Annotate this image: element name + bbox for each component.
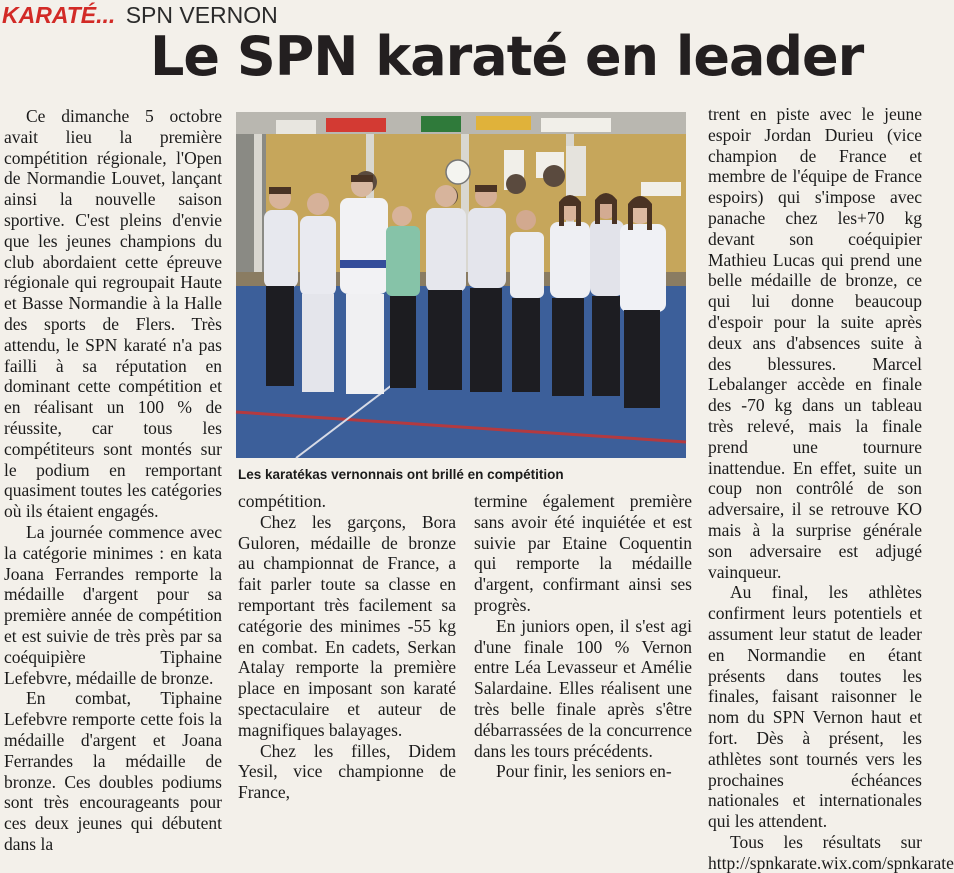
paragraph: La journée commence avec la catégorie minimes : en kata Joana Ferrandes remporte la médaille d'argent pour sa première année de compétition et est suivie de très près par sa coéquipière Tiphaine Lefebvre, médaille de bronze. [4,521,222,688]
paragraph: En combat, Tiphaine Lefebvre remporte cette fois la médaille d'argent et Joana Ferrandes la médaille de bronze. Ces doubles podiums sont très encourageants pour ces deux jeunes qui débutent dans la [4,688,222,854]
paragraph: Chez les filles, Didem Yesil, vice championne de France, [238,740,456,803]
paragraph: trent en piste avec le jeune espoir Jordan Durieu (vice champion de France et membre de l'équipe de France espoirs) qui s'impose avec panache chez les+70 kg devant son coéquipier Mathieu Lucas qui prend une belle médaille de bronze, ce qui lui donne beaucoup d'espoir pour la suite après deux ans d'absences suite à des blessures. Marcel Lebalanger accède en finale des -70 kg dans un tableau très relevé, mais la finale prend une tournure inattendue. En effet, suite un coup non contrôlé de son adversaire, il se retrouve KO mais à la surprise générale son adversaire est adjugé vainqueur. [708,104,922,582]
team-photo-illustration [236,112,686,458]
article-column-4 [708,104,954,873]
team-photo [236,112,686,458]
banner [276,120,316,134]
paragraph: En juniors open, il s'est agi d'une finale 100 % Vernon entre Léa Levasseur et Amélie Salardaine. Elles réalisent une très belle finale après s'être débarrassées de la concurrence dans les tours précédents. [474,615,692,761]
paragraph: compétition. [238,491,326,511]
paragraph: Pour finir, les seniors en- [496,761,672,782]
banner [476,116,531,130]
photo-caption: Les karatékas vernonnais ont brillé en compétition [238,467,564,482]
wall-clock [446,160,470,184]
article-column-3 [474,491,692,782]
banner [541,118,611,132]
article-column-2 [238,491,456,803]
paragraph: Chez les garçons, Bora Guloren, médaille de bronze au championnat de France, a fait parler toute sa classe en remportant très facilement sa catégorie des minimes -55 kg en combat. En cadets, Serkan Atalay remporte la première place en imposant son karaté spectaculaire et auteur de magnifiques balayages. [238,511,456,740]
results-link: Tous les résultats sur http://spnkarate.wix.com/spnkarate [708,831,954,873]
paragraph: Ce dimanche 5 octobre avait lieu la première compétition régionale, l'Open de Normandie Louvet, lançant ainsi la nouvelle saison sportive. C'est pleins d'envie que les jeunes champions du club abordaient cette épreuve régionale qui regroupait Haute et Basse Normandie à la Halle des sports de Flers. Très attendu, le SPN karaté n'a pas failli à sa réputation en dominant cette compétition et en réalisant un 100 % de réussite, car tous les compétiteurs sont montés sur le podium en remportant quasiment toutes les catégories où ils étaient engagés. [4,106,222,522]
article-headline: Le SPN karaté en leader [150,25,864,88]
paragraph: Au final, les athlètes confirment leurs potentiels et assument leur statut de leader en Normandie en étant présents dans toutes les finales, faisant raisonner le nom du SPN Vernon haut et fort. Dès à présent, les athlètes sont tournés vers les prochaines échéances nationales et internationales qui les attendent. [708,582,922,832]
kicker-club: SPN VERNON [125,2,278,28]
article-column-1 [4,106,222,855]
sign [566,146,586,196]
kicker-section: KARATÉ... [2,2,116,28]
paragraph: termine également première sans avoir été inquiétée et est suivie par Etaine Coquentin qui remporte la médaille d'argent, confirmant ainsi ses progrès. [474,491,692,615]
sign [641,182,681,196]
banner [421,116,461,132]
banner [326,118,386,132]
